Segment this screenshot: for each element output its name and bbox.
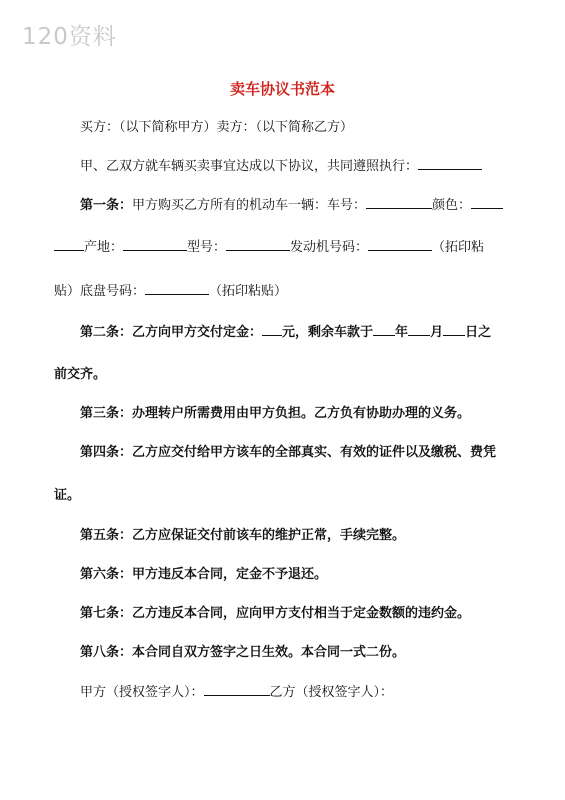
day-blank	[443, 323, 465, 336]
watermark-logo: 120资料	[22, 24, 117, 50]
article-2-label: 第二条：	[80, 325, 133, 340]
article-6-label: 第六条：	[80, 567, 133, 582]
article-8	[80, 644, 405, 662]
model-label: 型号：	[187, 240, 227, 255]
rubbing-note: （拓印粘	[432, 240, 485, 255]
article-6	[80, 566, 327, 584]
color-label: 颜色：	[432, 198, 472, 213]
article-7-text: 乙方违反本合同，应向甲方支付相当于定金数额的违约金。	[132, 606, 471, 621]
chassis-number-label: 贴）底盘号码：	[54, 284, 146, 299]
article-1-line-1	[80, 196, 503, 215]
balance-label: 元，剩余车款于	[282, 325, 374, 340]
buyer-label: 买方：（以下简称甲方）	[80, 120, 217, 135]
article-3	[80, 405, 470, 423]
color-blank	[471, 196, 503, 209]
article-5-text: 乙方应保证交付前该车的维护正常，手续完整。	[132, 528, 406, 543]
article-2-line-2	[54, 366, 106, 384]
party-a-signature-blank	[204, 683, 270, 696]
engine-number-blank	[368, 238, 432, 251]
deposit-blank	[262, 323, 282, 336]
rubbing-note-2: （拓印粘贴）	[209, 284, 288, 299]
article-4-continuation: 证。	[54, 488, 81, 503]
article-7	[80, 605, 470, 623]
article-3-label: 第三条：	[80, 406, 133, 421]
parties-line	[80, 119, 353, 137]
plate-number-blank	[366, 196, 432, 209]
day-label: 日之	[465, 325, 492, 340]
article-2-continuation: 前交齐。	[54, 367, 107, 382]
document-title: 卖车协议书范本	[229, 80, 335, 98]
engine-number-label: 发动机号码：	[290, 240, 369, 255]
article-6-text: 甲方违反本合同，定金不予退还。	[132, 567, 328, 582]
month-label: 月	[430, 325, 444, 340]
blank-line	[418, 157, 482, 170]
signature-line	[80, 683, 393, 702]
article-1-line-2	[54, 238, 484, 257]
color-blank-cont	[54, 238, 84, 251]
deposit-label: 乙方向甲方交付定金：	[132, 325, 263, 340]
origin-label: 产地：	[84, 240, 124, 255]
preamble-line	[80, 157, 482, 176]
month-blank	[408, 323, 430, 336]
article-5-label: 第五条：	[80, 528, 133, 543]
article-1-line-3	[54, 282, 287, 301]
article-4-label: 第四条：	[80, 445, 133, 460]
article-1-text: 甲方购买乙方所有的机动车一辆：车号：	[132, 198, 367, 213]
article-2-line-1	[80, 323, 491, 342]
chassis-number-blank	[145, 282, 209, 295]
article-4-text: 乙方应交付给甲方该车的全部真实、有效的证件以及缴税、费凭	[132, 445, 497, 460]
party-a-signature-label: 甲方（授权签字人）：	[80, 685, 204, 700]
article-5	[80, 527, 405, 545]
article-7-label: 第七条：	[80, 606, 133, 621]
seller-label: 卖方：（以下简称乙方）	[216, 120, 354, 135]
party-b-signature-label: 乙方（授权签字人）：	[269, 685, 394, 700]
article-4-line-1	[80, 444, 496, 462]
article-1-label: 第一条：	[80, 198, 133, 213]
article-4-line-2	[54, 487, 80, 505]
article-8-text: 本合同自双方签字之日生效。本合同一式二份。	[132, 645, 406, 660]
model-blank	[226, 238, 290, 251]
article-8-label: 第八条：	[80, 645, 133, 660]
origin-blank	[123, 238, 187, 251]
article-3-text: 办理转户所需费用由甲方负担。乙方负有协助办理的义务。	[132, 406, 471, 421]
preamble-text: 甲、乙双方就车辆买卖事宜达成以下协议，共同遵照执行：	[80, 159, 419, 174]
year-label: 年	[395, 325, 409, 340]
year-blank	[373, 323, 395, 336]
